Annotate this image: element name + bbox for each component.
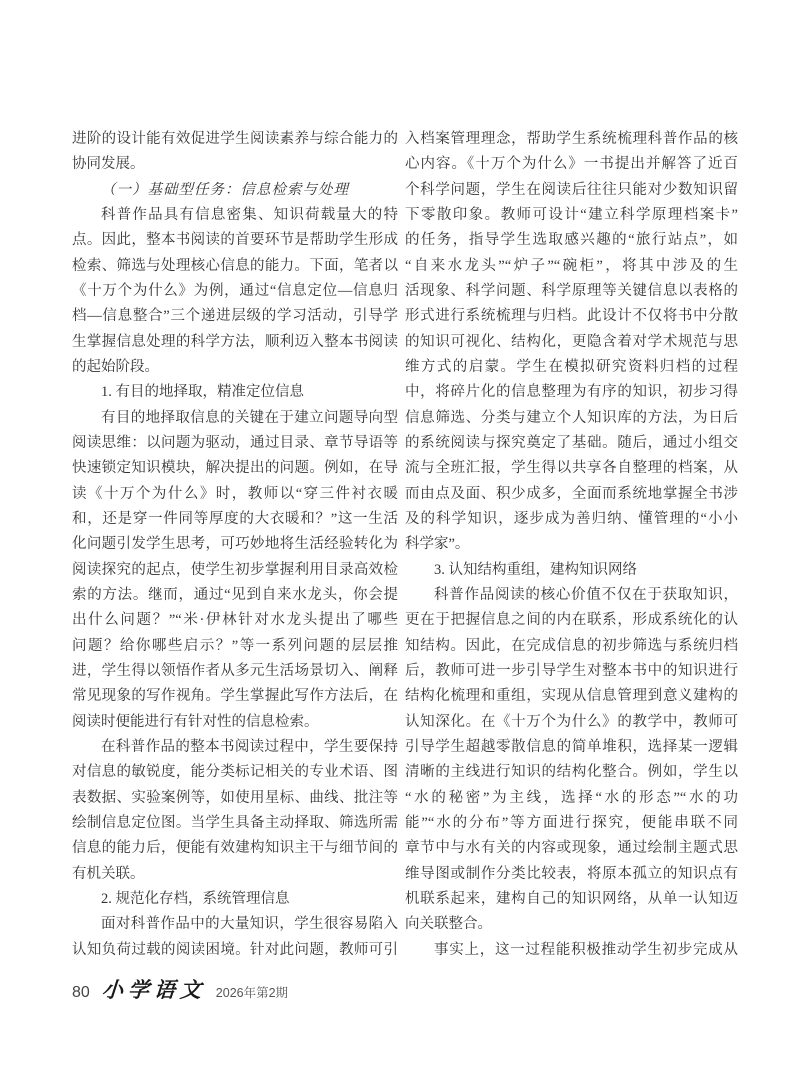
text-line: 有目的地择取信息的关键在于建立问题导向型 <box>101 409 398 426</box>
issue-label: 2026年第2期 <box>215 986 289 1000</box>
journal-name: 小学语文 <box>100 977 207 1002</box>
text-line: 向关联整合。 <box>405 916 492 933</box>
text-line: 阅读思维：以问题为驱动，通过目录、章节导语等 <box>72 434 398 451</box>
text-line: 科普作品具有信息密集、知识荷载量大的特 <box>101 206 398 223</box>
text-line: 能”“水的分布”等方面进行探究，便能串联不同 <box>405 814 738 831</box>
text-line: 科学家”。 <box>405 536 470 553</box>
text-line: “自来水龙头”“炉子”“碗柜”，将其中涉及的生 <box>405 257 738 274</box>
text-line: 章节中与水有关的内容或现象，通过绘制主题式思 <box>405 840 738 857</box>
text-line: 绘制信息定位图。当学生具备主动择取、筛选所需 <box>72 814 398 831</box>
text-line: 科普作品阅读的核心价值不仅在于获取知识， <box>434 586 738 603</box>
text-line: 事实上，这一过程能积极推动学生初步完成从 <box>434 941 738 958</box>
text-line: 有机关联。 <box>72 865 145 882</box>
text-line: 认知深化。在《十万个为什么》的教学中，教师可 <box>405 713 738 730</box>
text-line: 协同发展。 <box>72 156 145 173</box>
right-column <box>405 127 738 963</box>
text-line: 更在于把握信息之间的内在联系，形成系统化的认 <box>405 612 738 629</box>
text-line: “水的秘密”为主线，选择“水的形态”“水的功 <box>405 789 738 806</box>
text-line: 读《十万个为什么》时，教师以“穿三件衬衣暖 <box>72 485 398 502</box>
text-line: 2. 规范化存档，系统管理信息 <box>101 890 290 907</box>
text-line: 在科普作品的整本书阅读过程中，学生要保持 <box>101 738 398 755</box>
text-line: 的系统阅读与探究奠定了基础。随后，通过小组交 <box>405 434 738 451</box>
text-line: 快速锁定知识模块，解决提出的问题。例如，在导 <box>72 460 398 477</box>
text-line: 维方式的启蒙。学生在模拟研究资料归档的过程 <box>405 358 738 375</box>
text-line: 中，将碎片化的信息整理为有序的知识，初步习得 <box>405 384 738 401</box>
text-line: 清晰的主线进行知识的结构化整合。例如，学生以 <box>405 764 738 781</box>
text-line: （一）基础型任务：信息检索与处理 <box>101 181 349 198</box>
text-line: 个科学问题，学生在阅读后往往只能对少数知识留 <box>405 181 738 198</box>
page-footer <box>72 974 288 1004</box>
text-line: 索的方法。继而，通过“见到自来水龙头，你会提 <box>72 586 398 603</box>
text-line: 阅读时便能进行有针对性的信息检索。 <box>72 713 319 730</box>
text-line: 机联系起来，建构自己的知识网络，从单一认知迈 <box>405 890 738 907</box>
text-line: 信息筛选、分类与建立个人知识库的方法，为日后 <box>405 409 738 426</box>
text-line: 进阶的设计能有效促进学生阅读素养与综合能力的 <box>72 131 398 147</box>
text-line: 对信息的敏锐度，能分类标记相关的专业术语、图 <box>72 764 398 781</box>
text-line: 心内容。《十万个为什么》一书提出并解答了近百 <box>405 156 738 173</box>
text-line: 常见现象的写作视角。学生掌握此写作方法后，在 <box>72 688 398 705</box>
text-line: 知结构。因此，在完成信息的初步筛选与系统归档 <box>405 637 738 654</box>
text-line: 下零散印象。教师可设计“建立科学原理档案卡” <box>405 206 738 223</box>
text-line: 活现象、科学问题、科学原理等关键信息以表格的 <box>405 282 738 299</box>
text-line: 信息的能力后，便能有效建构知识主干与细节间的 <box>72 840 398 857</box>
text-line: 和，还是穿一件同等厚度的大衣暖和？”这一生活 <box>72 510 398 527</box>
text-line: 面对科普作品中的大量知识，学生很容易陷入 <box>101 916 398 933</box>
left-column <box>72 127 398 963</box>
text-line: 表数据、实验案例等，如使用星标、曲线、批注等 <box>72 789 398 806</box>
text-line: 而由点及面、积少成多，全面而系统地掌握全书涉 <box>405 485 738 502</box>
page-number: 80 <box>72 984 90 1001</box>
text-line: 1. 有目的地择取，精准定位信息 <box>101 384 304 401</box>
text-line: 形式进行系统梳理与归档。此设计不仅将书中分散 <box>405 308 738 325</box>
text-line: 化问题引发学生思考，可巧妙地将生活经验转化为 <box>72 536 398 553</box>
text-line: 生掌握信息处理的科学方法，顺利迈入整本书阅读 <box>72 333 398 350</box>
text-line: 检索、筛选与处理核心信息的能力。下面，笔者以 <box>72 257 398 274</box>
text-line: 流与全班汇报，学生得以共享各自整理的档案，从 <box>405 460 738 477</box>
text-line: 点。因此，整本书阅读的首要环节是帮助学生形成 <box>72 232 398 249</box>
text-line: 的起始阶段。 <box>72 358 159 375</box>
text-line: 结构化梳理和重组，实现从信息管理到意义建构的 <box>405 688 738 705</box>
text-line: 档—信息整合”三个递进层级的学习活动，引导学 <box>72 308 398 325</box>
text-line: 维导图或制作分类比较表，将原本孤立的知识点有 <box>405 865 738 882</box>
text-line: 及的科学知识，逐步成为善归纳、懂管理的“小小 <box>405 510 738 527</box>
text-line: 《十万个为什么》为例，通过“信息定位—信息归 <box>72 282 398 299</box>
text-line: 出什么问题？”“米·伊林针对水龙头提出了哪些 <box>72 612 398 629</box>
text-line: 入档案管理理念，帮助学生系统梳理科普作品的核 <box>405 131 738 147</box>
text-line: 3. 认知结构重组，建构知识网络 <box>434 561 637 578</box>
text-line: 问题？给你哪些启示？”等一系列问题的层层推 <box>72 637 398 654</box>
text-line: 阅读探究的起点，使学生初步掌握利用目录高效检 <box>72 561 398 578</box>
text-line: 认知负荷过载的阅读困境。针对此问题，教师可引 <box>72 941 398 958</box>
text-line: 的知识可视化、结构化，更隐含着对学术规范与思 <box>405 333 738 350</box>
text-line: 后，教师可进一步引导学生对整本书中的知识进行 <box>405 662 738 679</box>
text-line: 的任务，指导学生选取感兴趣的“旅行站点”，如 <box>405 232 738 249</box>
text-line: 引导学生超越零散信息的简单堆积，选择某一逻辑 <box>405 738 738 755</box>
text-line: 进，学生得以领悟作者从多元生活场景切入、阐释 <box>72 662 398 679</box>
